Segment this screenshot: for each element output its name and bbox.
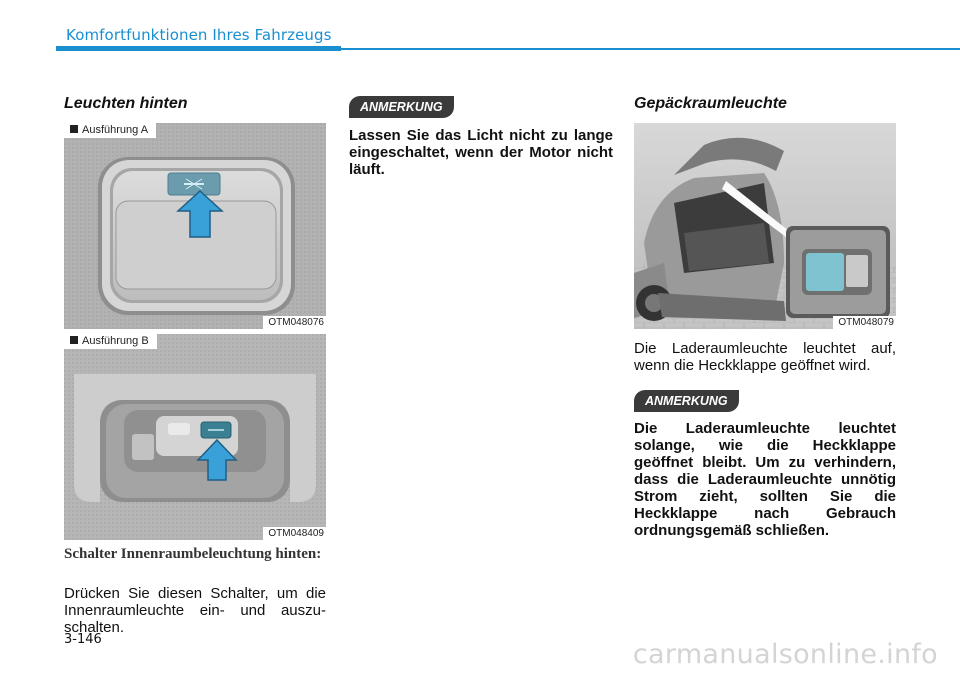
rear-lights-heading: Leuchten hinten	[64, 95, 188, 112]
figure-code-b: OTM048409	[263, 527, 326, 540]
figure-variant-a	[64, 123, 326, 329]
figure-variant-b	[64, 334, 326, 540]
section-header-title: Komfortfunktionen Ihres Fahrzeugs	[66, 26, 332, 44]
note-text-right: Die Laderaumleuchte leuchtet solange, wie die Heckklappe geöffnet bleibt. Um zu verhindern, dass die Laderaumleuchte unnötig Strom zieht, sollten Sie die Heckklappe nach Gebrauch ordnungsgemäß schließen.	[634, 420, 896, 539]
watermark: carmanualsonline.info	[632, 639, 938, 670]
switch-subheading: Schalter Innenraumbeleuchtung hinten:	[64, 546, 322, 562]
header-accent-bar	[56, 46, 341, 51]
variant-a-label: Ausführung A	[64, 123, 156, 138]
note-badge-middle: ANMERKUNG	[349, 96, 454, 118]
header-rule	[341, 48, 960, 50]
cargo-light-heading: Gepäckraumleuchte	[634, 95, 787, 112]
figure-code-a: OTM048076	[263, 316, 326, 329]
figure-cargo-light	[634, 123, 896, 329]
variant-b-label: Ausführung B	[64, 334, 157, 349]
cargo-light-description: Die Laderaumleuchte leuchtet auf, wenn die Heckklappe geöffnet wird.	[634, 340, 896, 374]
note-badge-right: ANMERKUNG	[634, 390, 739, 412]
rear-lamp-variant-b-illustration	[64, 334, 326, 540]
note-text-middle: Lassen Sie das Licht nicht zu lange eingeschaltet, wenn der Motor nicht läuft.	[349, 127, 613, 178]
rear-lamp-variant-a-illustration	[64, 123, 326, 329]
figure-code-cargo: OTM048079	[833, 316, 896, 329]
cargo-light-illustration	[634, 123, 896, 329]
switch-description: Drücken Sie diesen Schalter, um die Innenraumleuchte ein- und auszu-schalten.	[64, 585, 326, 636]
page-number: 3-146	[64, 632, 102, 647]
